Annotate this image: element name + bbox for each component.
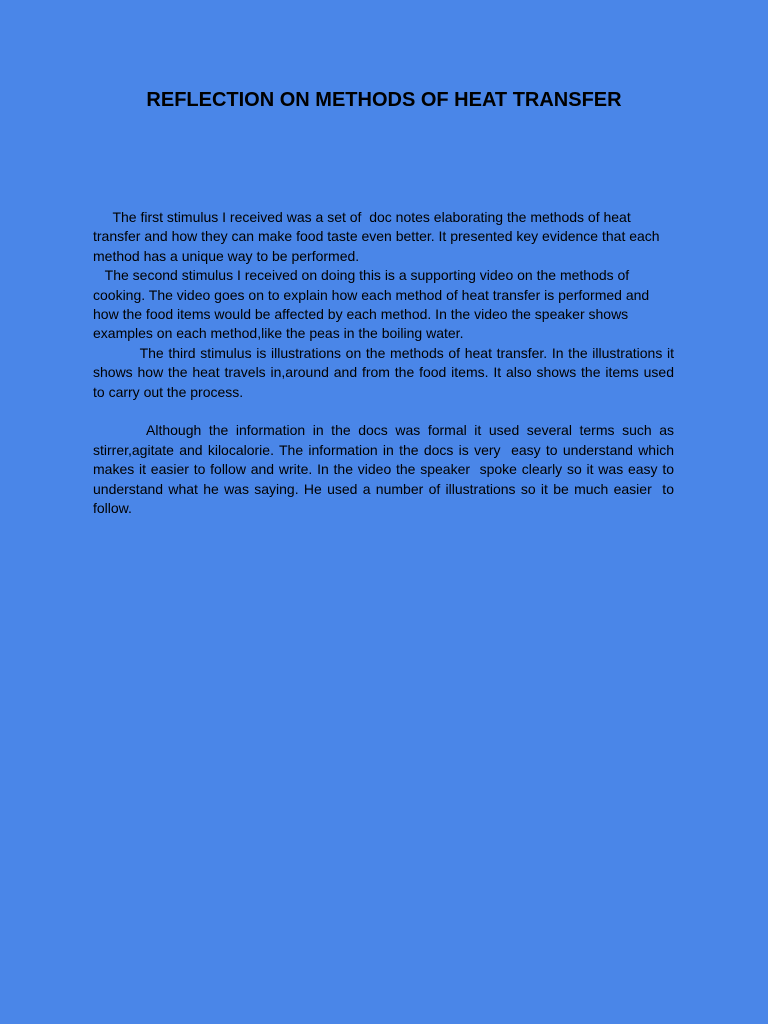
page-title: REFLECTION ON METHODS OF HEAT TRANSFER — [146, 89, 622, 111]
document-body — [93, 208, 678, 518]
paragraph-reflection: Although the information in the docs was formal it used several terms such as stirrer,agitate and kilocalorie. The information in the docs is very easy to understand which makes it easier to follow and write. In the video the speaker spoke clearly so it was easy to understand what he was saying. He used a number of illustrations so it be much easier to follow. — [93, 422, 678, 517]
paragraph-first-stimulus: The first stimulus I received was a set of doc notes elaborating the methods of heat transfer and how they can make food taste even better. It presented key evidence that each method has a unique way to be performed. — [93, 209, 664, 264]
paragraph-spacer — [93, 402, 674, 421]
paragraph-third-stimulus: The third stimulus is illustrations on the methods of heat transfer. In the illustrations it shows how the heat travels in,around and from the food items. It also shows the items used to carry out the process. — [93, 344, 678, 400]
paragraph-second-stimulus: The second stimulus I received on doing this is a supporting video on the methods of cooking. The video goes on to explain how each method of heat transfer is performed and how the food items would be affected by each method. In the video the speaker shows examples on each method,like the peas in the boiling water. — [93, 267, 654, 342]
